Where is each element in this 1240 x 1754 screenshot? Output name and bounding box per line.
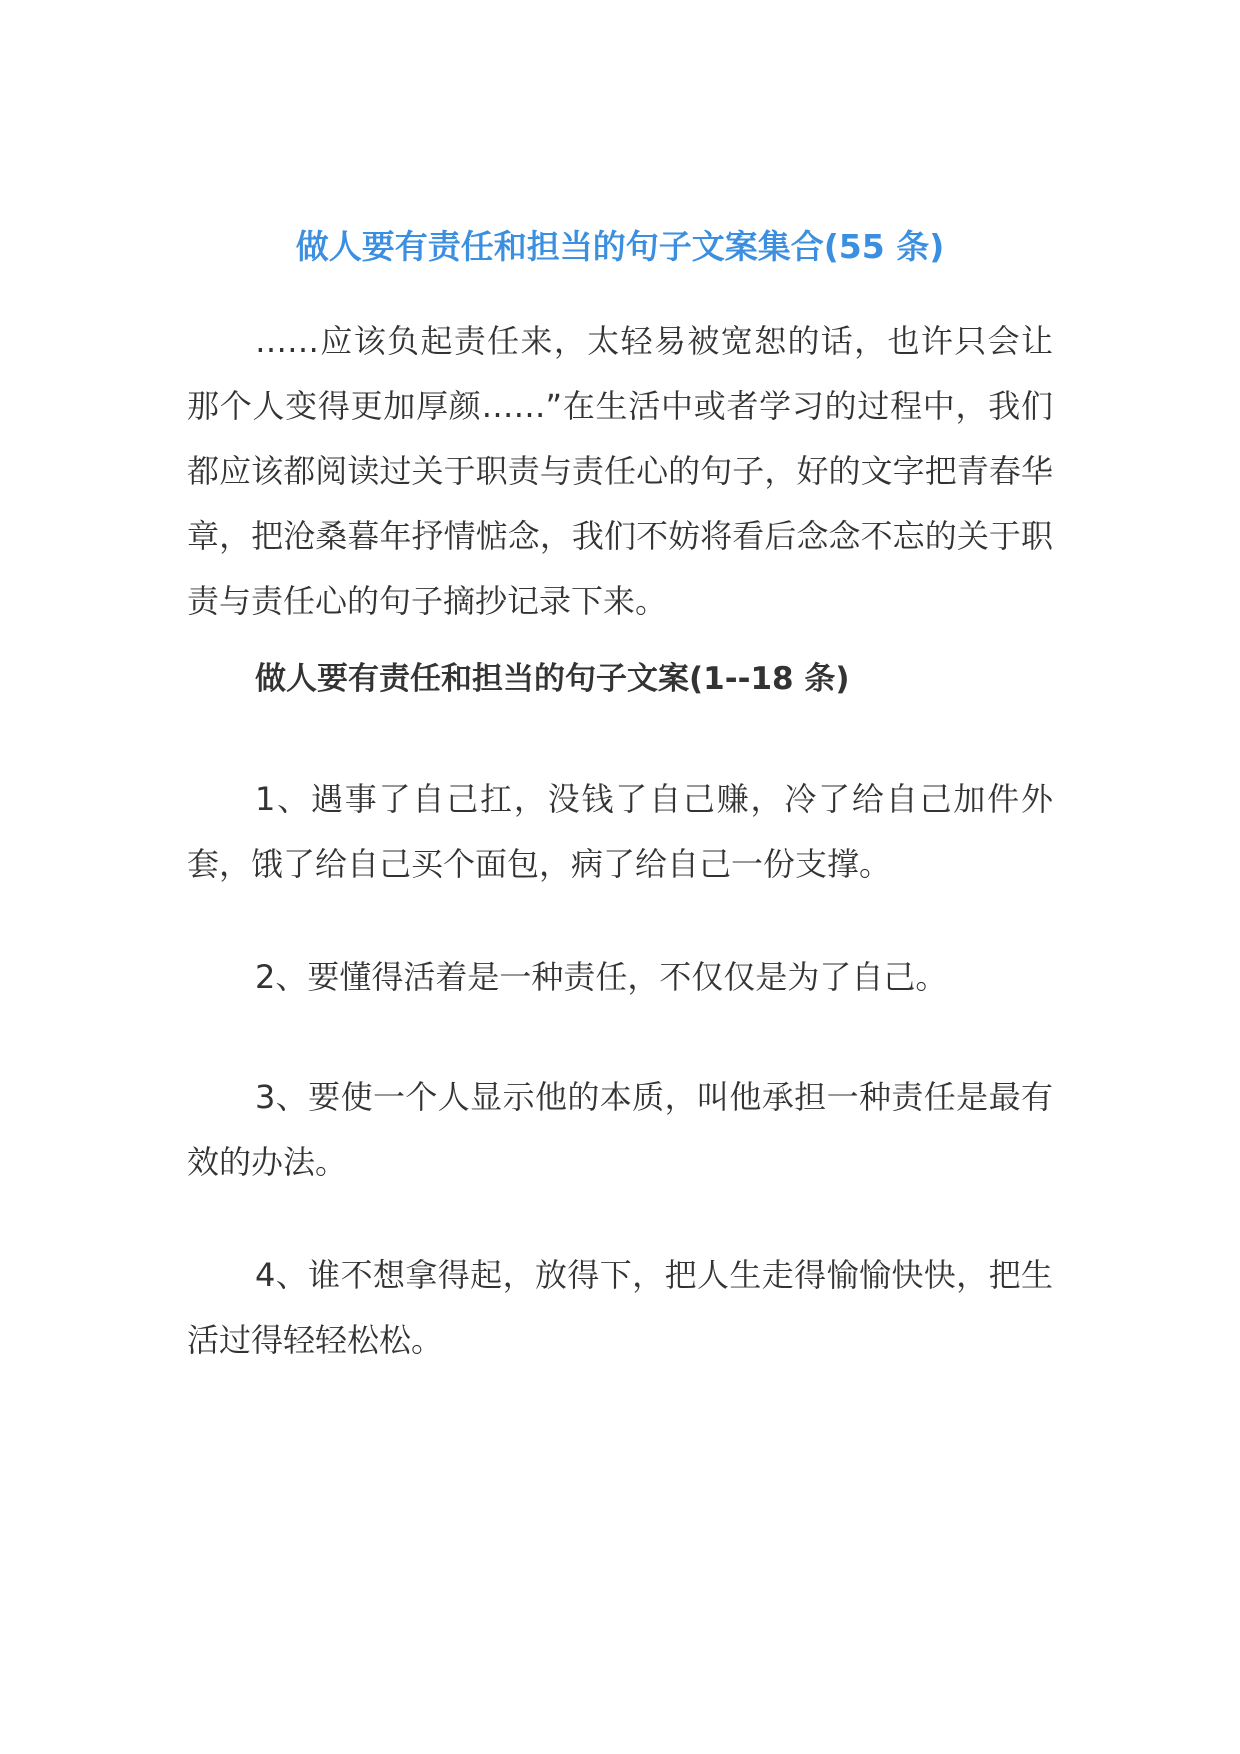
section-heading: 做人要有责任和担当的句子文案(1--18 条) [255, 661, 850, 697]
list-item: 1、遇事了自己扛，没钱了自己赚，冷了给自己加件外套，饿了给自己买个面包，病了给自己一份支撑。 [187, 780, 1053, 883]
list-item: 2、要懂得活着是一种责任，不仅仅是为了自己。 [255, 958, 948, 996]
intro-paragraph: ……应该负起责任来，太轻易被宽恕的话，也许只会让那个人变得更加厚颜……”在生活中或者学习的过程中，我们都应该都阅读过关于职责与责任心的句子，好的文字把青春华章，把沧桑暮年抒情惦念，我们不妨将看后念念不忘的关于职责与责任心的句子摘抄记录下来。 [187, 322, 1053, 620]
document-title: 做人要有责任和担当的句子文案集合(55 条) [295, 227, 945, 266]
list-item: 4、谁不想拿得起，放得下，把人生走得愉愉快快，把生活过得轻轻松松。 [187, 1256, 1053, 1359]
list-item: 3、要使一个人显示他的本质，叫他承担一种责任是最有效的办法。 [187, 1078, 1053, 1181]
